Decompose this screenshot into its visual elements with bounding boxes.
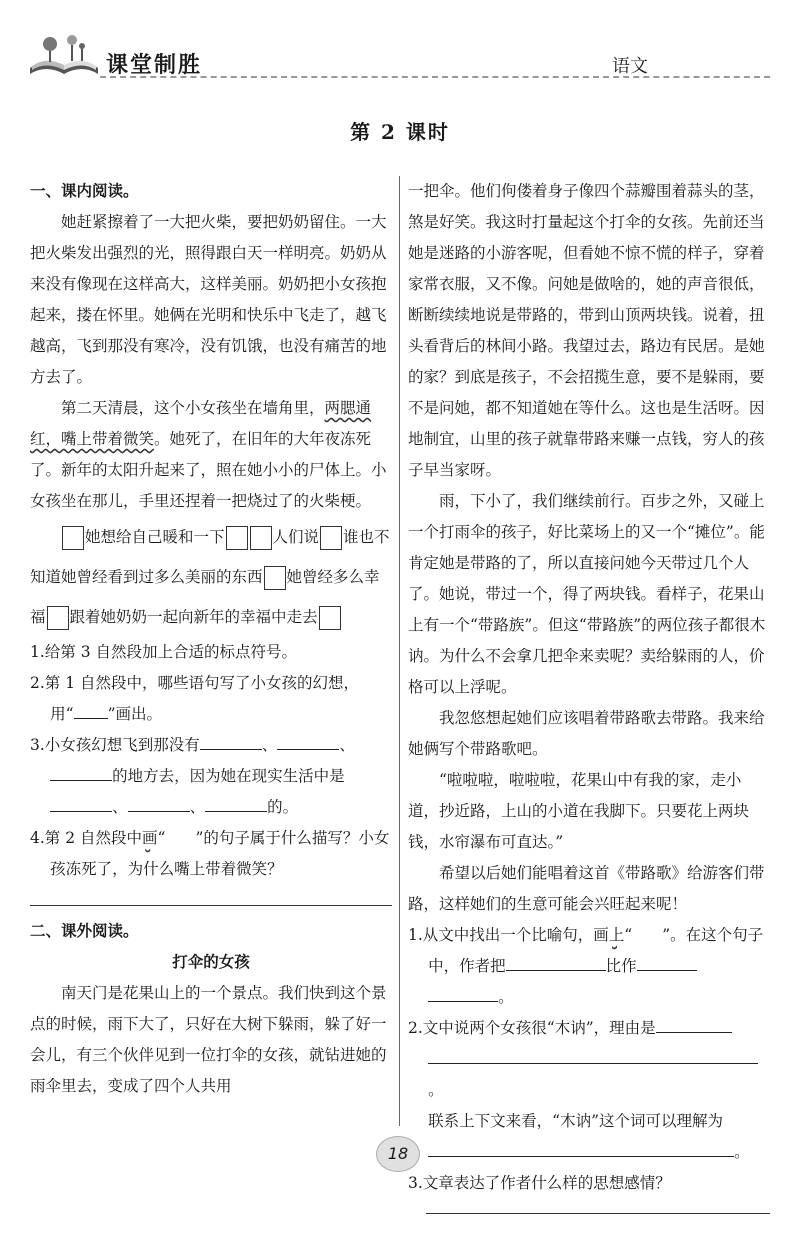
p3-text-4: 她曾经多么幸福 [30,568,380,626]
separator: 、 [112,798,128,816]
section1-title: 一、课内阅读。 [30,182,139,200]
answer-blank[interactable] [428,1138,734,1157]
punct-box[interactable] [226,526,248,550]
period: 。 [498,988,514,1006]
underline-sample [74,700,108,719]
passage2-paragraph1-continued: 一把伞。他们佝偻着身子像四个蒜瓣围着蒜头的茎，煞是好笑。我这时打量起这个打伞的女孩。先前还当她是迷路的小游客呢，但看她不惊不慌的样子，穿着家常衣服，又不像。问她是做啥的，她的声音很低，断断续续地说是带路的，带到山顶两块钱。说着，扭头看背后的林间小路。我望过去，路边有民居。是她的家？到底是孩子，不会招揽生意，要不是躲雨，要不是问她，都不知道她在等什么。这也是生活呀。因地制宜，山里的孩子就靠带路来赚一点钱，穷人的孩子早当家呀。 [408,182,765,479]
answer-line[interactable] [426,1213,770,1214]
answer-blank[interactable] [428,1045,758,1064]
p2-text-b: 。她死了，在旧年的大年夜冻死了。新年的太阳升起来了，照在她小小的尸体上。小女孩坐在那儿，手里还捏着一把烧过了的火柴梗。 [30,430,387,510]
answer-blank[interactable] [205,793,267,812]
answer-blank[interactable] [656,1014,732,1033]
q2-text-a: 2.第 1 自然段中，哪些语句写了小女孩的幻想， [30,674,360,692]
answer-blank[interactable] [200,731,262,750]
passage2-paragraph1: 南天门是花果山上的一个景点。我们快到这个景点的时候，雨下大了，只好在大树下躲雨，躲了好一会儿，有三个伙伴见到一位打伞的女孩，就钻进她的雨伞里去，变成了四个人共用 [30,984,387,1095]
rq1-text-c: 比作 [605,957,637,975]
answer-blank[interactable] [506,952,606,971]
right-column [408,176,770,1214]
answer-blank[interactable] [428,983,498,1002]
question1-1: 1.给第 3 自然段加上合适的标点符号。 [30,643,298,661]
separator: 、 [339,736,355,754]
section2-title: 二、课外阅读。 [30,922,139,940]
question1-3 [30,730,392,823]
question2-1 [408,920,770,1013]
p3-text-2: 人们说 [272,528,320,546]
passage2-paragraph3: 我忽悠想起她们应该唱着带路歌去带路。我来给她俩写个带路歌吧。 [408,709,765,758]
punct-box[interactable] [264,566,286,590]
punct-box[interactable] [62,526,84,550]
answer-blank[interactable] [637,952,697,971]
q3-text-b: 的地方去，因为她在现实生活中是 [112,767,345,785]
brand-title: 课堂制胜 [106,53,203,78]
p2-text-a: 第二天清晨，这个小女孩坐在墙角里， [61,399,325,417]
header-rule [100,76,770,78]
q4-text-a: 4.第 2 自然段中画“ [30,829,166,847]
p2-wavy-text: 两腮通红，嘴上带着微笑 [30,399,372,448]
question2-3: 3.文章表达了作者什么样的思想感情？ [408,1174,671,1192]
p3-text-3: 谁也不知道她曾经看到过多么美丽的东西 [30,528,390,586]
punct-box[interactable] [47,606,69,630]
subject-label: 语文 [612,56,648,77]
period: 。 [734,1143,750,1161]
punct-box[interactable] [250,526,272,550]
wavy-sample [165,823,195,854]
rq2-text-b: 联系上下文来看，“木讷”这个词可以理解为 [428,1112,723,1130]
answer-line[interactable] [30,905,392,906]
rq1-text-b: ”。在这个句子中，作者把 [428,926,764,975]
question1-2 [30,668,392,730]
q4-text-b: ”的句子属于什么描写？小女孩冻死了，为什么嘴上带着微笑？ [50,829,390,878]
answer-blank[interactable] [50,762,112,781]
q2-text-b: 用“ [50,705,74,723]
story-title: 打伞的女孩 [172,953,250,971]
passage1-paragraph2 [30,393,392,517]
answer-blank[interactable] [50,793,112,812]
p3-text-5: 跟着她奶奶一起向新年的幸福中走去 [69,608,318,626]
separator: 、 [189,798,206,816]
book-logo-icon [26,28,102,80]
page-header [0,0,800,100]
page-number: 18 [376,1136,420,1172]
q3-text-a: 3.小女孩幻想飞到那没有 [30,736,200,754]
q3-text-c: 的。 [267,798,299,816]
p3-text-1: 她想给自己暖和一下 [85,528,225,546]
wavy-sample [632,920,662,951]
period: 。 [428,1081,444,1099]
punct-box[interactable] [319,606,341,630]
passage2-paragraph4: “啦啦啦，啦啦啦，花果山中有我的家，走小道，抄近路，上山的小道在我脚下。只要花上两块钱，水帘瀑布可直达。” [408,771,750,851]
left-column [30,176,392,1102]
lesson-title: 第 2 课时 [350,120,450,144]
passage1-paragraph1: 她赶紧擦着了一大把火柴，要把奶奶留住。一大把火柴发出强烈的光，照得跟白天一样明亮。奶奶从来没有像现在这样高大，这样美丽。奶奶把小女孩抱起来，搂在怀里。她俩在光明和快乐中飞走了，越飞越高，飞到那没有寒冷，没有饥饿，也没有痛苦的地方去了。 [30,213,387,386]
punct-box[interactable] [320,526,342,550]
question2-2 [408,1013,770,1168]
q2-text-c: ”画出。 [107,705,163,723]
passage2-paragraph5: 希望以后她们能唱着这首《带路歌》给游客们带路，这样她们的生意可能会兴旺起来呢！ [408,864,765,913]
question1-4 [30,823,392,885]
rq2-text-a: 2.文中说两个女孩很“木讷”，理由是 [408,1019,656,1037]
rq1-text-a: 1.从文中找出一个比喻句，画上“ [408,926,633,944]
separator: 、 [261,736,278,754]
answer-blank[interactable] [128,793,190,812]
answer-blank[interactable] [277,731,339,750]
column-divider [399,176,400,1126]
passage2-paragraph2: 雨，下小了，我们继续前行。百步之外，又碰上一个打雨伞的孩子，好比菜场上的又一个“摊位”。能肯定她是带路的了，所以直接问她今天带过几个人了。她说，带过一个，得了两块钱。看样子，花果山上有一个“带路族”。但这“带路族”的两位孩子都很木讷。为什么不会拿几把伞来卖呢？卖给躲雨的人，价格可以上浮呢。 [408,492,766,696]
passage1-paragraph3 [30,517,392,637]
